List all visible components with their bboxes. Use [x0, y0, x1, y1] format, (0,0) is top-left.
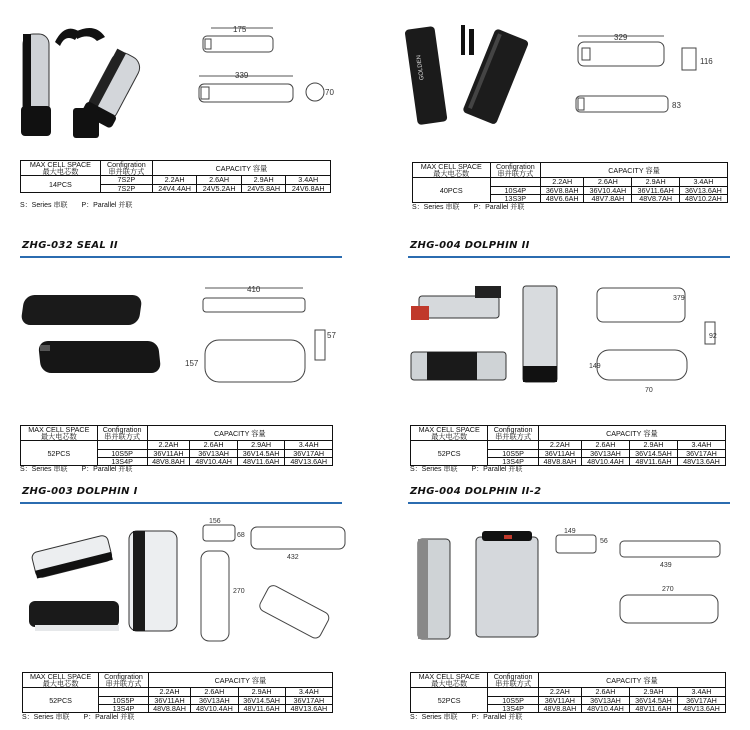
svg-text:GOLDEN: GOLDEN [416, 54, 426, 81]
config-cell: 10S5P [488, 449, 538, 457]
note-text: S：Series 串联 [410, 466, 458, 473]
table-cell: 48V11.6AH [629, 704, 677, 712]
note-text: P：Parallel 并联 [471, 714, 523, 721]
config-cell: 7S2P [100, 184, 152, 192]
table-cell: 2.9AH [632, 178, 679, 186]
config-header: Configration 串并联方式 [99, 673, 149, 688]
table-cell: 48V8.8AH [147, 457, 190, 465]
cell-count: 40PCS [413, 178, 491, 203]
capacity-col: 7S2P [100, 176, 152, 184]
cell-count: 14PCS [21, 176, 101, 192]
dim-label: 70 [325, 88, 334, 97]
config-header: Configration 串并联方式 [97, 426, 147, 441]
table-cell: 2.2AH [147, 441, 190, 449]
table-cell: 3.4AH [677, 688, 725, 696]
table-cell: 24V5.8AH [241, 184, 286, 192]
capacity-header: CAPACITY 容量 [541, 163, 728, 178]
cell-count: 52PCS [411, 441, 488, 466]
table-cell: 36V17AH [285, 696, 332, 704]
table-cell: 36V14.5AH [238, 696, 285, 704]
table-cell: 48V11.6AH [238, 704, 285, 712]
dim-label: 156 [209, 518, 221, 525]
table-cell: 36V13.6AH [679, 186, 727, 194]
battery-photo [405, 280, 565, 390]
dim-label: 270 [662, 586, 674, 593]
dim-label: 92 [709, 333, 717, 340]
dimension-drawing [195, 20, 355, 120]
table-cell: 2.6AH [191, 688, 238, 696]
title-rule [20, 502, 342, 504]
dim-label: 329 [614, 33, 628, 42]
series-parallel-note [20, 200, 146, 210]
dim-label: 57 [327, 331, 336, 340]
dimension-drawing [585, 280, 735, 395]
table-cell: 48V13.6AH [285, 457, 333, 465]
note-text: P：Parallel 并联 [471, 466, 523, 473]
table-cell [97, 441, 147, 449]
note-text: P：Parallel 并联 [83, 714, 135, 721]
table-cell [99, 688, 149, 696]
table-cell: 2.2AH [152, 176, 197, 184]
table-cell: 36V11AH [538, 449, 581, 457]
table-cell [488, 688, 538, 696]
table-cell: 48V10.4AH [581, 704, 629, 712]
table-cell: 48V8.7AH [632, 194, 679, 202]
title-rule [408, 502, 730, 504]
table-cell: 36V17AH [677, 449, 725, 457]
table-cell: 2.2AH [541, 178, 584, 186]
table-cell: 36V13AH [191, 696, 238, 704]
table-cell: 48V10.4AH [581, 457, 629, 465]
dim-label: 56 [600, 538, 608, 545]
dim-label: 68 [237, 532, 245, 539]
table-cell: 36V17AH [677, 696, 725, 704]
table-cell: 2.6AH [197, 176, 242, 184]
capacity-table [22, 672, 333, 713]
note-text: S：Series 串联 [410, 714, 458, 721]
config-cell: 13S4P [99, 704, 149, 712]
table-cell: 3.4AH [679, 178, 727, 186]
table-cell: 48V10.4AH [191, 704, 238, 712]
dimension-drawing [570, 30, 740, 120]
dimension-drawing [185, 280, 345, 395]
series-parallel-note [22, 712, 148, 722]
table-cell: 48V8.8AH [148, 704, 190, 712]
table-cell: 48V13.6AH [285, 704, 332, 712]
note-text: S：Series 串联 [412, 204, 460, 211]
table-cell: 24V5.2AH [197, 184, 242, 192]
table-cell: 48V6.6AH [541, 194, 584, 202]
battery-photo [410, 525, 560, 643]
table-cell: 36V11.6AH [632, 186, 679, 194]
max-cell-header: MAX CELL SPACE 最大电芯数 [23, 673, 99, 688]
dim-label: 83 [672, 101, 681, 110]
capacity-table [410, 425, 726, 466]
capacity-header: CAPACITY 容量 [148, 673, 332, 688]
capacity-header: CAPACITY 容量 [538, 673, 725, 688]
max-cell-header: MAX CELL SPACE 最大电芯数 [21, 426, 98, 441]
table-cell: 24V4.4AH [152, 184, 197, 192]
table-cell: 2.6AH [581, 441, 629, 449]
table-cell: 2.9AH [629, 441, 677, 449]
battery-photo [15, 12, 165, 140]
table-cell: 24V6.8AH [286, 184, 331, 192]
table-cell: 48V7.8AH [584, 194, 632, 202]
dimension-drawing [195, 515, 350, 645]
table-cell: 48V10.2AH [679, 194, 727, 202]
table-cell: 2.9AH [629, 688, 677, 696]
config-header: Configration 串并联方式 [488, 673, 538, 688]
dimension-drawing [550, 525, 735, 640]
table-cell: 48V13.6AH [677, 704, 725, 712]
max-cell-header: MAX CELL SPACE 最大电芯数 [411, 673, 488, 688]
dim-label: 379 [673, 295, 685, 302]
max-cell-header: MAX CELL SPACE 最大电芯数 [411, 426, 488, 441]
table-cell [488, 441, 538, 449]
capacity-header: CAPACITY 容量 [147, 426, 332, 441]
table-cell: 2.2AH [538, 688, 581, 696]
series-parallel-note [410, 464, 536, 474]
capacity-header: CAPACITY 容量 [152, 161, 330, 176]
capacity-header: CAPACITY 容量 [538, 426, 725, 441]
table-cell: 36V11AH [538, 696, 581, 704]
product-title: ZHG-004 DOLPHIN II-2 [410, 486, 542, 497]
note-text: P：Parallel 并联 [81, 466, 133, 473]
config-header: Configration 串并联方式 [488, 426, 538, 441]
max-cell-header: MAX CELL SPACE 最大电芯数 [413, 163, 491, 178]
table-cell: 36V13AH [581, 449, 629, 457]
table-cell: 2.6AH [581, 688, 629, 696]
capacity-table [20, 160, 331, 193]
table-cell: 3.4AH [677, 441, 725, 449]
dim-label: 410 [247, 285, 261, 294]
note-text: S：Series 串联 [20, 202, 68, 209]
config-header: Configration 串并联方式 [490, 163, 541, 178]
table-cell [490, 178, 541, 186]
table-cell: 3.4AH [286, 176, 331, 184]
dim-label: 432 [287, 554, 299, 561]
note-text: P：Parallel 并联 [473, 204, 525, 211]
table-cell: 2.2AH [538, 441, 581, 449]
table-cell: 3.4AH [285, 688, 332, 696]
table-cell: 36V13AH [190, 449, 238, 457]
note-text: S：Series 串联 [22, 714, 70, 721]
table-cell: 2.6AH [190, 441, 238, 449]
dim-label: 157 [185, 359, 199, 368]
table-cell: 36V17AH [285, 449, 333, 457]
dim-label: 149 [589, 363, 601, 370]
table-cell: 36V10.4AH [584, 186, 632, 194]
table-cell: 36V14.5AH [629, 449, 677, 457]
capacity-table [410, 672, 726, 713]
dim-label: 339 [235, 71, 249, 80]
table-cell: 36V8.8AH [541, 186, 584, 194]
config-cell: 10S5P [488, 696, 538, 704]
config-cell: 13S4P [488, 704, 538, 712]
title-rule [20, 256, 342, 258]
config-cell: 13S4P [97, 457, 147, 465]
battery-photo [20, 285, 170, 390]
dim-label: 70 [645, 387, 653, 394]
table-cell: 48V13.6AH [677, 457, 725, 465]
cell-count: 52PCS [411, 688, 488, 713]
series-parallel-note [412, 202, 538, 212]
table-cell: 36V11AH [148, 696, 190, 704]
product-title: ZHG-032 SEAL II [22, 240, 118, 251]
config-header: Configration 串并联方式 [100, 161, 152, 176]
table-cell: 3.4AH [285, 441, 333, 449]
table-cell: 2.6AH [584, 178, 632, 186]
table-cell: 36V11AH [147, 449, 190, 457]
table-cell: 48V10.4AH [190, 457, 238, 465]
capacity-table [412, 162, 728, 203]
table-cell: 36V14.5AH [629, 696, 677, 704]
capacity-table [20, 425, 333, 466]
dim-label: 439 [660, 562, 672, 569]
config-cell: 10S5P [99, 696, 149, 704]
config-cell: 13S4P [488, 457, 538, 465]
title-rule [408, 256, 730, 258]
table-cell: 2.9AH [237, 441, 285, 449]
table-cell: 48V11.6AH [237, 457, 285, 465]
table-cell: 36V13AH [581, 696, 629, 704]
dim-label: 116 [700, 57, 713, 66]
table-cell: 48V8.8AH [538, 704, 581, 712]
note-text: S：Series 串联 [20, 466, 68, 473]
config-cell: 10S4P [490, 186, 541, 194]
battery-photo [25, 525, 195, 640]
dim-label: 175 [233, 25, 247, 34]
dim-label: 270 [233, 588, 245, 595]
dim-label: 149 [564, 528, 576, 535]
table-cell: 48V11.6AH [629, 457, 677, 465]
product-title: ZHG-003 DOLPHIN I [22, 486, 138, 497]
table-cell: 2.9AH [238, 688, 285, 696]
cell-count: 52PCS [23, 688, 99, 713]
config-cell: 13S3P [490, 194, 541, 202]
max-cell-header: MAX CELL SPACE 最大电芯数 [21, 161, 101, 176]
table-cell: 36V14.5AH [237, 449, 285, 457]
table-cell: 2.2AH [148, 688, 190, 696]
config-cell: 10S5P [97, 449, 147, 457]
series-parallel-note [20, 464, 146, 474]
product-title: ZHG-004 DOLPHIN II [410, 240, 530, 251]
cell-count: 52PCS [21, 441, 98, 466]
table-cell: 48V8.8AH [538, 457, 581, 465]
table-cell: 2.9AH [241, 176, 286, 184]
note-text: P：Parallel 并联 [81, 202, 133, 209]
series-parallel-note [410, 712, 536, 722]
battery-photo [405, 15, 560, 127]
